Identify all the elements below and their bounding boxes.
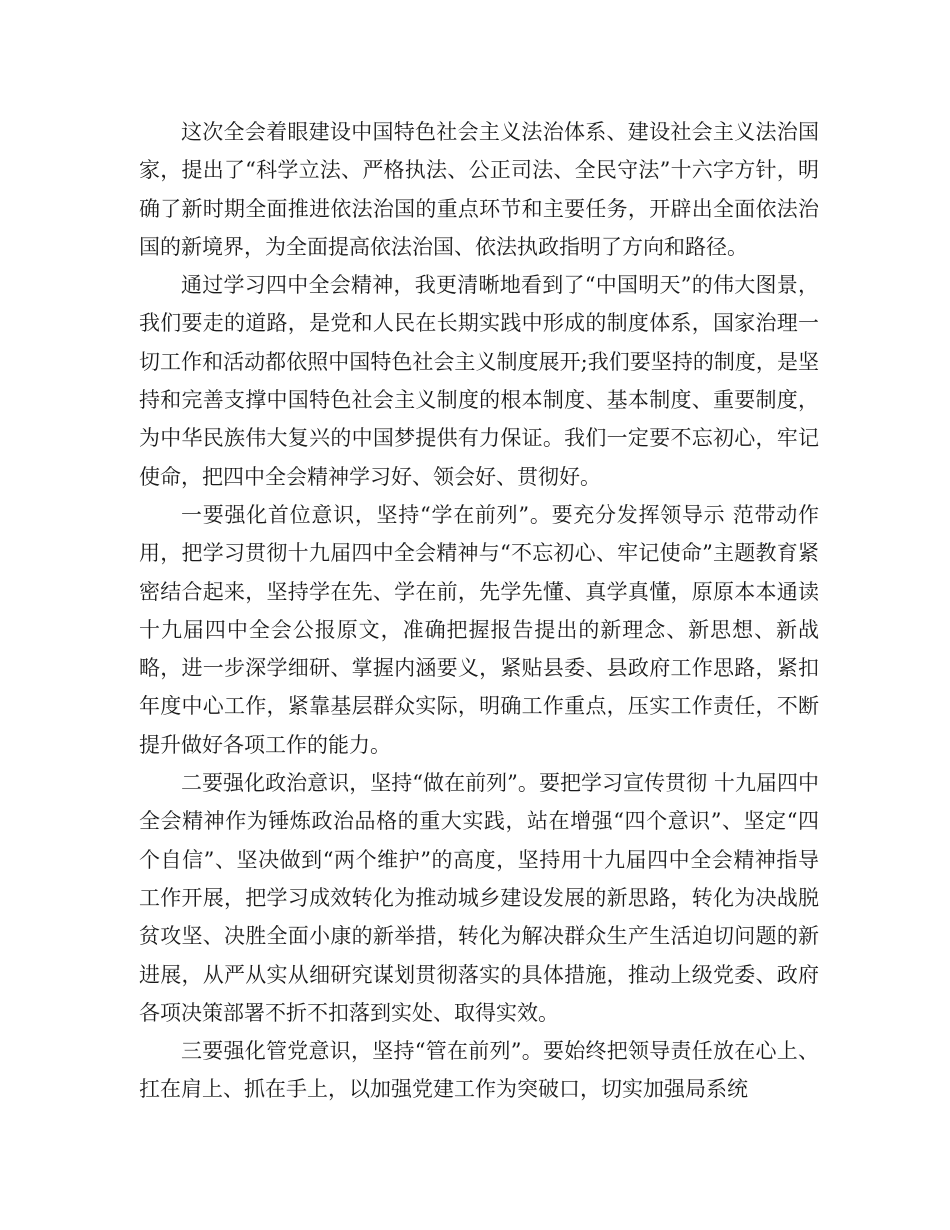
paragraph-3: 一要强化首位意识，坚持“学在前列”。要充分发挥领导示 范带动作用，把学习贯彻十九届四中全会精神与“不忘初心、牢记使命”主题教育紧密结合起来，坚持学在先、学在前，先学先懂、真学真懂，原原本本通读十九届四中全会公报原文，准确把握报告提出的新理念、新思想、新战略，进一步深学细研、掌握内涵要义，紧贴县委、县政府工作思路，紧扣年度中心工作，紧靠基层群众实际，明确工作重点，压实工作责任，不断提升做好各项工作的能力。 [139,502,819,757]
paragraph-2: 通过学习四中全会精神，我更清晰地看到了“中国明天”的伟大图景，我们要走的道路，是党和人民在长期实践中形成的制度体系，国家治理一切工作和活动都依照中国特色社会主义制度展开;我们要坚持的制度，是坚持和完善支撑中国特色社会主义制度的根本制度、基本制度、重要制度，为中华民族伟大复兴的中国梦提供有力保证。我们一定要不忘初心，牢记使命，把四中全会精神学习好、领会好、贯彻好。 [139,273,819,489]
paragraph-5: 三要强化管党意识，坚持“管在前列”。要始终把领导责任放在心上、扛在肩上、抓在手上，以加强党建工作为突破口，切实加强局系统 [139,1039,819,1102]
paragraph-4: 二要强化政治意识，坚持“做在前列”。要把学习宣传贯彻 十九届四中全会精神作为锤炼政治品格的重大实践，站在增强“四个意识”、坚定“四个自信”、坚决做到“两个维护”的高度，坚持用十九届四中全会精神指导工作开展，把学习成效转化为推动城乡建设发展的新思路，转化为决战脱贫攻坚、决胜全面小康的新举措，转化为解决群众生产生活迫切问题的新进展，从严从实从细研究谋划贯彻落实的具体措施，推动上级党委、政府各项决策部署不折不扣落到实处、取得实效。 [139,771,819,1025]
document-body [139,113,819,1109]
paragraph-1: 这次全会着眼建设中国特色社会主义法治体系、建设社会主义法治国家，提出了“科学立法、严格执法、公正司法、全民守法”十六字方针，明确了新时期全面推进依法治国的重点环节和主要任务，开辟出全面依法治国的新境界，为全面提高依法治国、依法执政指明了方向和路径。 [139,120,819,259]
